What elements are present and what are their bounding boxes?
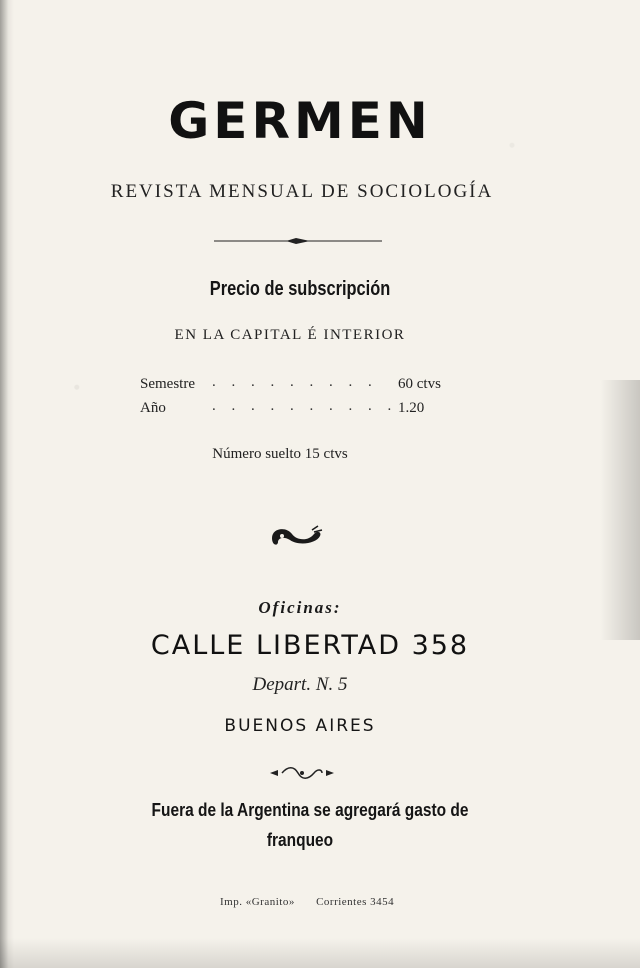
leader-dots: . . . . . . . . . . (212, 398, 398, 414)
postage-notice-line2: franqueo (266, 830, 334, 850)
page-edge-shadow-right (600, 380, 640, 640)
decorative-rule-icon (214, 236, 382, 246)
leader-dots: . . . . . . . . . (212, 374, 378, 390)
masthead-subtitle: REVISTA MENSUAL DE SOCIOLOGÍA (110, 181, 494, 202)
printer-imprint (220, 896, 540, 908)
offices-street: CALLE LIBERTAD 358 (150, 630, 470, 661)
offices-city: BUENOS AIRES (224, 716, 376, 736)
page-edge-shadow-bottom (0, 938, 640, 968)
price-label: Semestre (140, 376, 195, 392)
small-ornament-icon (268, 764, 336, 782)
postage-notice-line1: Fuera de la Argentina se agregará gasto de (151, 800, 469, 820)
subscription-heading: Precio de subscripción (209, 278, 391, 300)
price-label: Año (140, 400, 166, 416)
page-edge-shadow-left (0, 0, 14, 968)
price-value: 60 ctvs (398, 376, 441, 392)
masthead-title: GERMEN (168, 92, 432, 150)
price-value: 1.20 (398, 400, 425, 416)
subscription-region: EN LA CAPITAL É INTERIOR (174, 327, 406, 343)
single-issue-price: Número suelto 15 ctvs (212, 446, 348, 462)
printer-address: Corrientes 3454 (316, 896, 395, 908)
price-row-year (140, 400, 460, 420)
price-row-semester (140, 376, 460, 396)
printer-name: Imp. «Granito» (220, 896, 295, 908)
fleuron-ornament-icon (268, 522, 324, 550)
offices-heading: Oficinas: (258, 598, 342, 617)
offices-department: Depart. N. 5 (252, 674, 348, 695)
